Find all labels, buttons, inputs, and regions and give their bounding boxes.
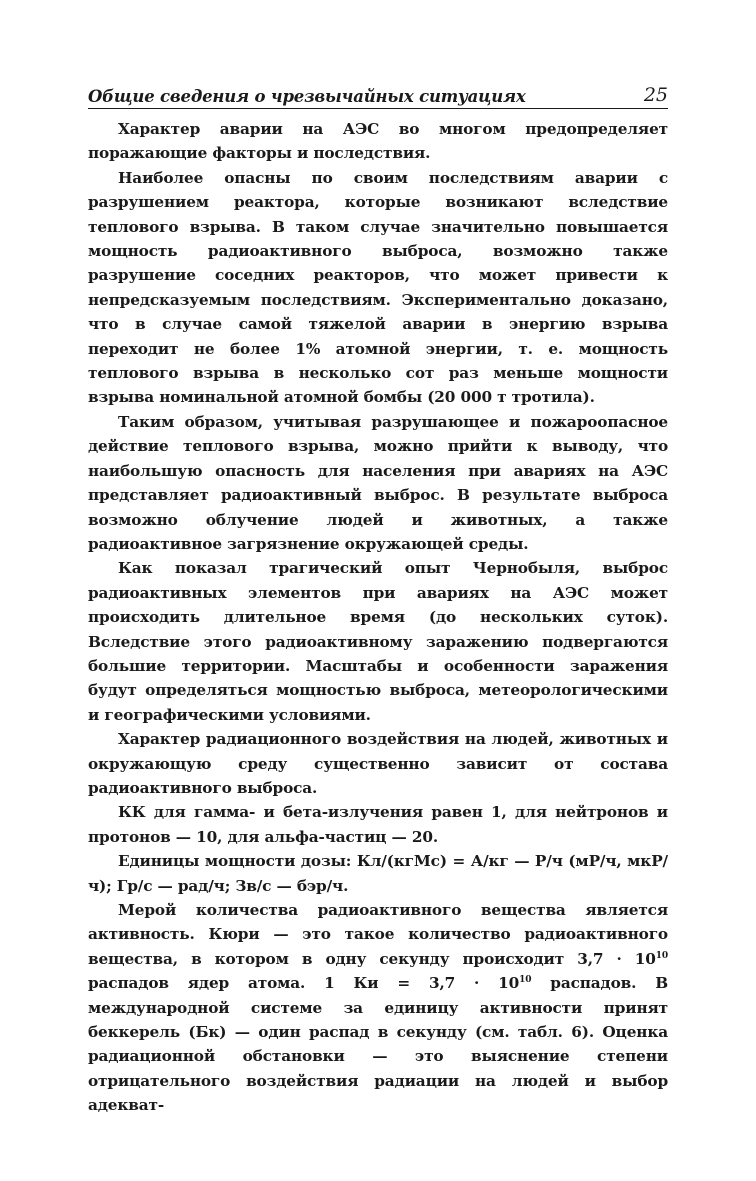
running-header — [88, 78, 668, 109]
paragraph: Единицы мощности дозы: Кл/(кгМс) = А/кг — Р/ч (мР/ч, мкР/ч); Гр/с — рад/ч; Зв/с — бэр/ч. — [88, 852, 668, 895]
paragraph: Как показал трагический опыт Чернобыля, выброс радиоактивных элементов при авариях на АЭС может происходить длительное время (до нескольких суток). Вследствие этого радиоактивному заражению подвергаются большие территории. Масштабы и особенности заражения будут определяться мощностью выброса, метеорологическими и географическими условиями. — [88, 559, 668, 724]
paragraph: Характер радиационного воздействия на людей, животных и окружающую среду существенно зависит от состава радиоактивного выброса. — [88, 730, 668, 797]
paragraph: Таким образом, учитывая разрушающее и пожароопасное действие теплового взрыва, можно прийти к выводу, что наибольшую опасность для населения при авариях на АЭС представляет радиоактивный выброс. В результате выброса возможно облучение людей и животных, а также радиоактивное загрязнение окружающей среды. — [88, 412, 668, 553]
page-number: 25 — [643, 84, 668, 106]
exponent: 10 — [655, 950, 668, 961]
paragraph-text: Мерой количества радиоактивного вещества является активность. Кюри — это такое количество радиоактивного вещества, в котором в одну секунду происходит 3,7 · 10 — [88, 901, 668, 968]
paragraph: КК для гамма- и бета-излучения равен 1, для нейтронов и протонов — 10, для альфа-частиц — 20. — [88, 803, 668, 846]
paragraph-text: распадов ядер атома. 1 Ки = 3,7 · 10 — [88, 974, 520, 993]
emphasized-term: Оценка радиационной обстановки — [88, 1023, 668, 1066]
body-text — [88, 117, 668, 1118]
paragraph-activity — [88, 898, 668, 1118]
exponent: 10 — [519, 975, 532, 986]
paragraph: Наиболее опасны по своим последствиям аварии с разрушением реактора, которые возникают вследствие теплового взрыва. В таком случае значительно повышается мощность радиоактивного выброса, возможно также разрушение соседних реакторов, что может привести к непредсказуемым последствиям. Экспериментально доказано, что в случае самой тяжелой аварии в энергию взрыва переходит не более 1% атомной энергии, т. е. мощность теплового взрыва в несколько сот раз меньше мощности взрыва номинальной атомной бомбы (20 000 т тротила). — [88, 168, 668, 407]
paragraph-text: распадов. В международной системе за единицу активности принят беккерель (Бк) — один распад в секунду (см. табл. 6). — [88, 974, 668, 1042]
paragraph: Характер аварии на АЭС во многом предопределяет поражающие факторы и последствия. — [88, 120, 668, 163]
book-page — [88, 78, 668, 1118]
paragraph-text: — это выяснение степени отрицательного воздействия радиации на людей и выбор адекват- — [88, 1047, 668, 1115]
header-title: Общие сведения о чрезвычайных ситуациях — [88, 87, 526, 106]
